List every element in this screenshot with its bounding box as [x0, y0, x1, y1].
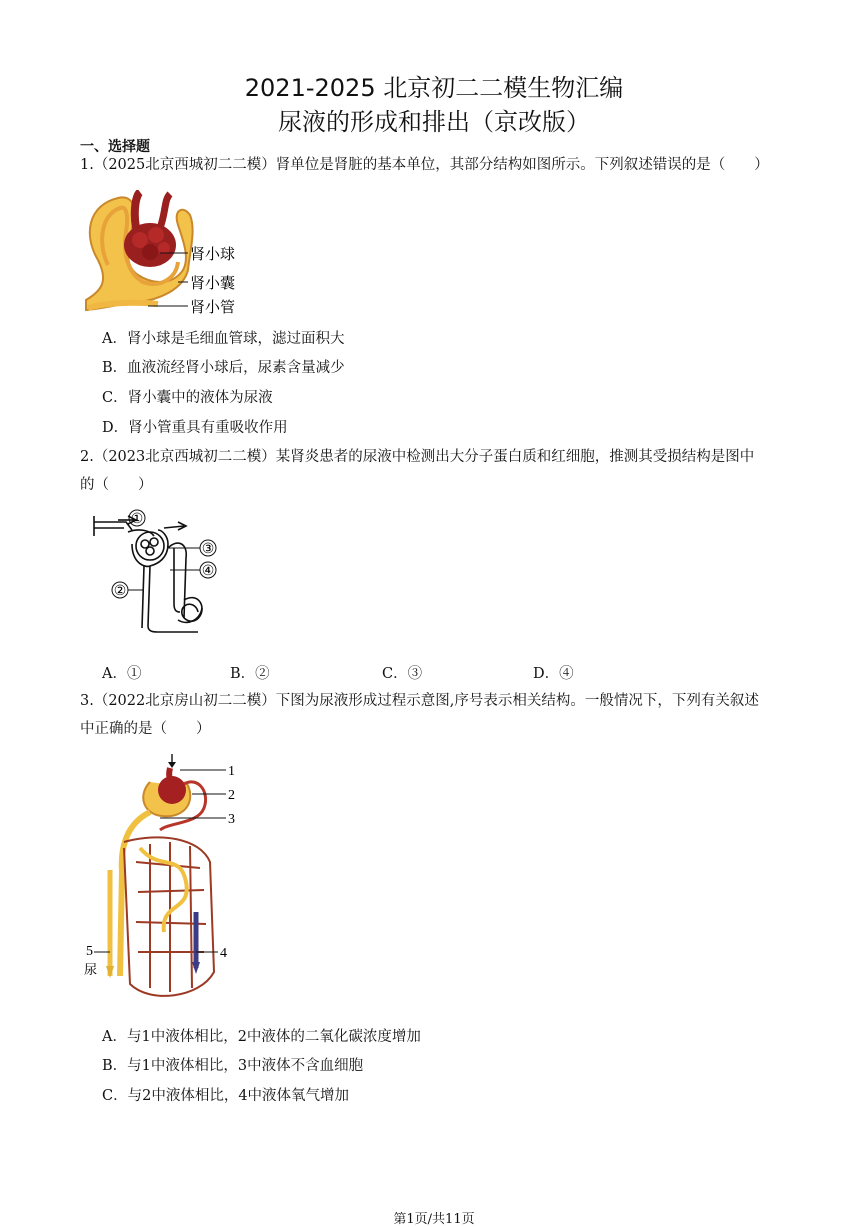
q2-option-c[interactable]: C．③ [382, 666, 423, 682]
q1-option-d[interactable]: D．肾小管重具有重吸收作用 [102, 420, 288, 436]
label-2: ② [113, 584, 127, 599]
label-renal-capsule: 肾小囊 [190, 274, 236, 292]
document-title-line2: 尿液的形成和排出（京改版） [278, 108, 590, 136]
urine-formation-figure [80, 752, 250, 1014]
q2-option-b[interactable]: B．② [230, 666, 270, 682]
question-2-stem-line1: 2.（2023北京西城初二二模）某肾炎患者的尿液中检测出大分子蛋白质和红细胞，推测其受损结构是图中 [80, 449, 755, 465]
section-heading: 一、选择题 [80, 139, 150, 155]
q2-option-a[interactable]: A．① [102, 666, 142, 682]
label-num-5: 5 [86, 944, 93, 959]
question-2-stem-line2: 的（ ） [80, 477, 153, 493]
label-4: ④ [201, 564, 215, 579]
label-renal-tubule: 肾小管 [190, 298, 236, 316]
q3-option-a[interactable]: A．与1中液体相比，2中液体的二氧化碳浓度增加 [102, 1029, 421, 1045]
page-number: 第1页/共11页 [393, 1212, 475, 1227]
label-1: ① [130, 512, 144, 527]
q3-option-b[interactable]: B．与1中液体相比，3中液体不含血细胞 [102, 1058, 364, 1074]
question-1-stem: 1.（2025北京西城初二二模）肾单位是肾脏的基本单位，其部分结构如图所示。下列叙述错误的是（ ） [80, 157, 769, 173]
q1-option-a[interactable]: A．肾小球是毛细血管球，滤过面积大 [102, 331, 345, 347]
label-3: ③ [201, 542, 215, 557]
question-3-stem-line1: 3.（2022北京房山初二二模）下图为尿液形成过程示意图,序号表示相关结构。一般情况下，下列有关叙述 [80, 693, 759, 709]
q3-option-c[interactable]: C．与2中液体相比，4中液体氧气增加 [102, 1088, 350, 1104]
label-num-3: 3 [228, 812, 235, 827]
nephron-figure-2 [88, 508, 238, 643]
document-title-line1: 2021-2025 北京初二二模生物汇编 [244, 74, 624, 102]
question-3-stem-line2: 中正确的是（ ） [80, 721, 211, 737]
label-num-1: 1 [228, 764, 235, 779]
nephron-figure-1 [78, 190, 268, 320]
label-num-2: 2 [228, 788, 235, 803]
label-num-4: 4 [220, 946, 227, 961]
q2-option-d[interactable]: D．④ [533, 666, 574, 682]
q1-option-c[interactable]: C．肾小囊中的液体为尿液 [102, 390, 273, 406]
label-urine: 尿 [84, 963, 98, 978]
label-glomerulus: 肾小球 [190, 245, 236, 263]
q1-option-b[interactable]: B．血液流经肾小球后，尿素含量减少 [102, 360, 345, 376]
